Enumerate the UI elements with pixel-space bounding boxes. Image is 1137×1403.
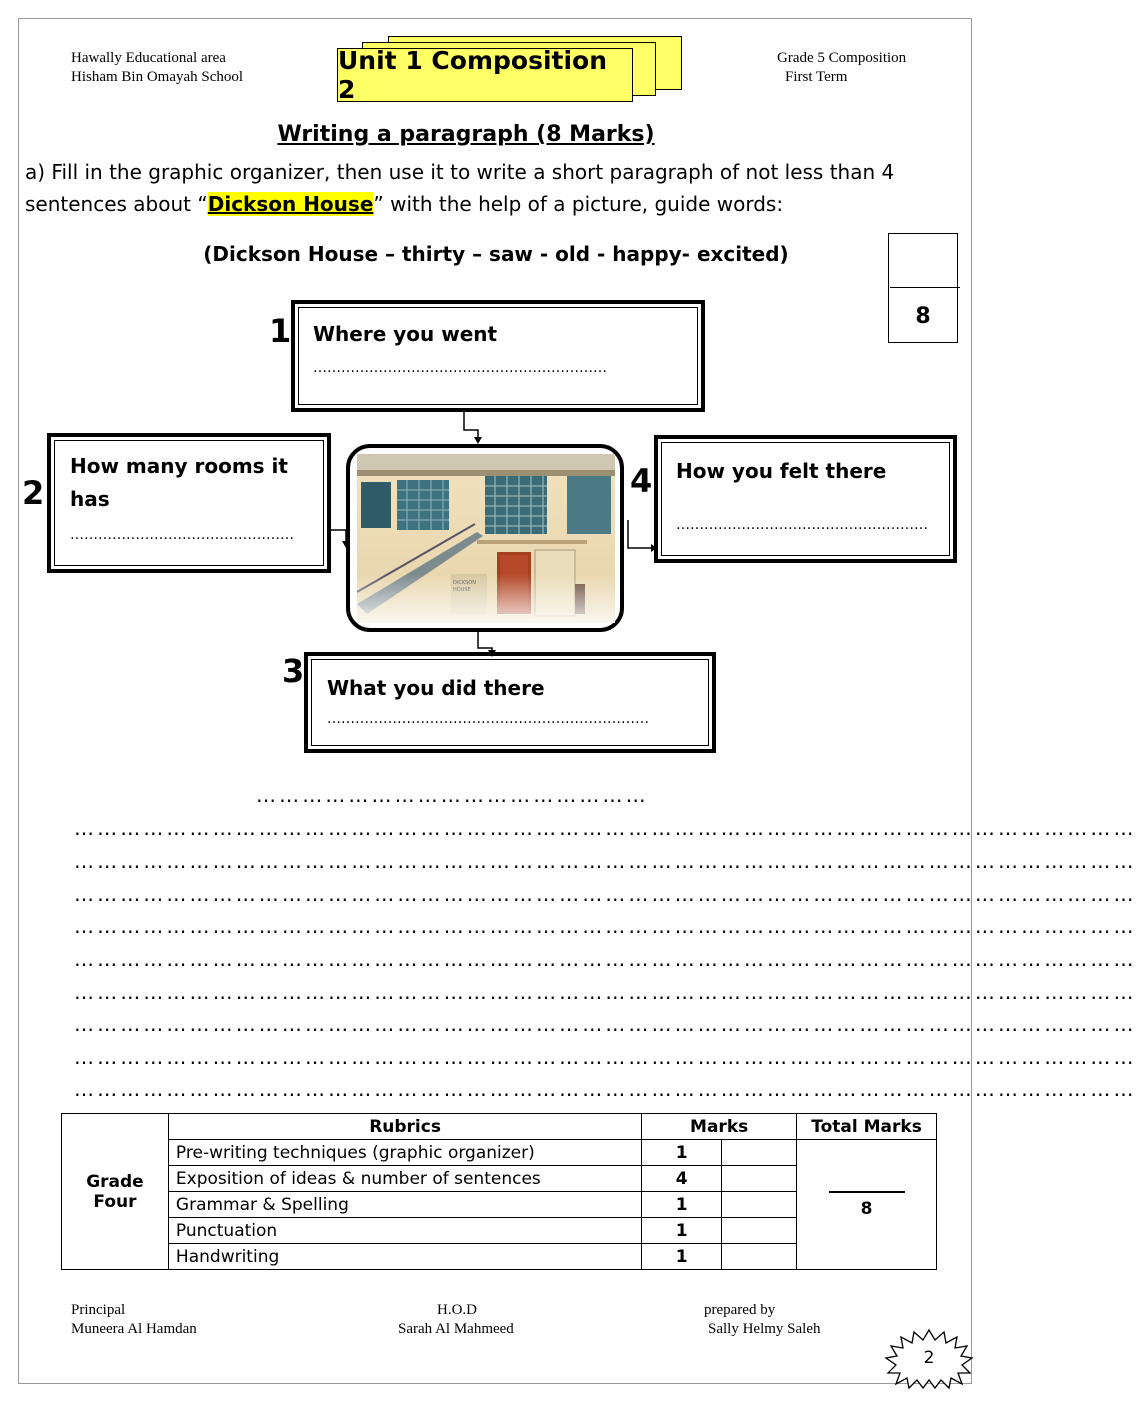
rubric-mark: 1 <box>642 1244 722 1270</box>
guide-words: (Dickson House – thirty – saw - old - happy- excited) <box>203 242 789 266</box>
rubric-label: Punctuation <box>168 1218 641 1244</box>
score-cell[interactable] <box>722 1218 797 1244</box>
box-how-many-rooms <box>47 433 331 573</box>
page-number: 2 <box>923 1348 935 1368</box>
box2-number: 2 <box>22 474 45 512</box>
box3-answer-line[interactable]: …………………………………………………………… <box>327 711 649 727</box>
hod-title: H.O.D <box>437 1302 477 1318</box>
writing-line-first[interactable]: …………………………………………… <box>256 783 649 807</box>
rubric-mark: 4 <box>642 1166 722 1192</box>
writing-line[interactable]: ………………………………………………………………………………………………………………………… <box>74 914 1137 938</box>
box-where-you-went <box>291 300 705 412</box>
school-name: Hisham Bin Omayah School <box>71 69 244 85</box>
term-label: First Term <box>785 69 848 85</box>
total-value: 8 <box>829 1191 905 1219</box>
box4-answer-line[interactable]: ……………………………………………… <box>676 517 928 533</box>
prepared-title: prepared by <box>704 1302 776 1318</box>
box4-number: 4 <box>630 462 653 500</box>
hod-name: Sarah Al Mahmeed <box>398 1321 514 1337</box>
box1-label: Where you went <box>313 322 498 346</box>
box1-answer-line[interactable]: ……………………………………………………… <box>313 360 607 376</box>
box2-answer-line[interactable]: ………………………………………… <box>70 527 294 543</box>
writing-line[interactable]: ………………………………………………………………………………………………………………………… <box>74 980 1137 1004</box>
rubric-label: Handwriting <box>168 1244 641 1270</box>
rubric-mark: 1 <box>642 1218 722 1244</box>
unit-title: Unit 1 Composition 2 <box>337 48 633 102</box>
score-cell[interactable] <box>722 1244 797 1270</box>
prepared-name: Sally Helmy Saleh <box>708 1321 821 1337</box>
principal-name: Muneera Al Hamdan <box>71 1321 197 1337</box>
writing-line[interactable]: ………………………………………………………………………………………………………………………… <box>74 1077 1137 1101</box>
rubric-header-row <box>62 1114 937 1140</box>
marks-header: Marks <box>642 1114 797 1140</box>
school-area: Hawally Educational area <box>71 50 226 66</box>
writing-line[interactable]: ………………………………………………………………………………………………………………………… <box>74 1045 1137 1069</box>
grade-cell <box>62 1114 169 1270</box>
grade-title: Grade 5 Composition <box>777 50 907 66</box>
rubric-label: Exposition of ideas & number of sentences <box>168 1166 641 1192</box>
grade-level: Four <box>93 1191 137 1212</box>
writing-line[interactable]: ………………………………………………………………………………………………………………………… <box>74 849 1137 873</box>
instruction-text: a) Fill in the graphic organizer, then use it to write a short paragraph of not less than 4 sentences about “Dickson House” with the help of a picture, guide words: <box>25 160 895 216</box>
box2-label-line1: How many rooms it <box>70 454 288 478</box>
box-how-you-felt <box>654 435 957 563</box>
box4-label: How you felt there <box>676 459 887 483</box>
section-heading: Writing a paragraph (8 Marks) <box>277 122 655 147</box>
box-what-you-did <box>304 652 716 753</box>
rubric-label: Grammar & Spelling <box>168 1192 641 1218</box>
writing-line[interactable]: ………………………………………………………………………………………………………………………… <box>74 882 1137 906</box>
total-marks-header: Total Marks <box>797 1114 937 1140</box>
total-cell <box>797 1140 937 1270</box>
box3-label: What you did there <box>327 676 545 700</box>
rubric-table <box>61 1113 937 1270</box>
rubric-mark: 1 <box>642 1140 722 1166</box>
writing-line[interactable]: ………………………………………………………………………………………………………………………… <box>74 947 1137 971</box>
box2-label-line2: has <box>70 487 110 511</box>
score-cell[interactable] <box>722 1140 797 1166</box>
score-total: 8 <box>915 304 931 329</box>
box3-number: 3 <box>282 652 305 690</box>
table-row <box>62 1140 937 1166</box>
rubric-label: Pre-writing techniques (graphic organizer) <box>168 1140 641 1166</box>
grade-label: Grade <box>86 1171 144 1192</box>
principal-title: Principal <box>71 1302 126 1318</box>
rubrics-header: Rubrics <box>168 1114 641 1140</box>
topic-highlight: Dickson House <box>207 192 374 216</box>
writing-line[interactable]: ………………………………………………………………………………………………………………………… <box>74 1012 1137 1036</box>
rubric-mark: 1 <box>642 1192 722 1218</box>
score-cell[interactable] <box>722 1166 797 1192</box>
box1-number: 1 <box>269 312 292 350</box>
dickson-house-photo <box>357 454 615 623</box>
writing-line[interactable]: ………………………………………………………………………………………………………………………… <box>74 816 1137 840</box>
score-cell[interactable] <box>722 1192 797 1218</box>
